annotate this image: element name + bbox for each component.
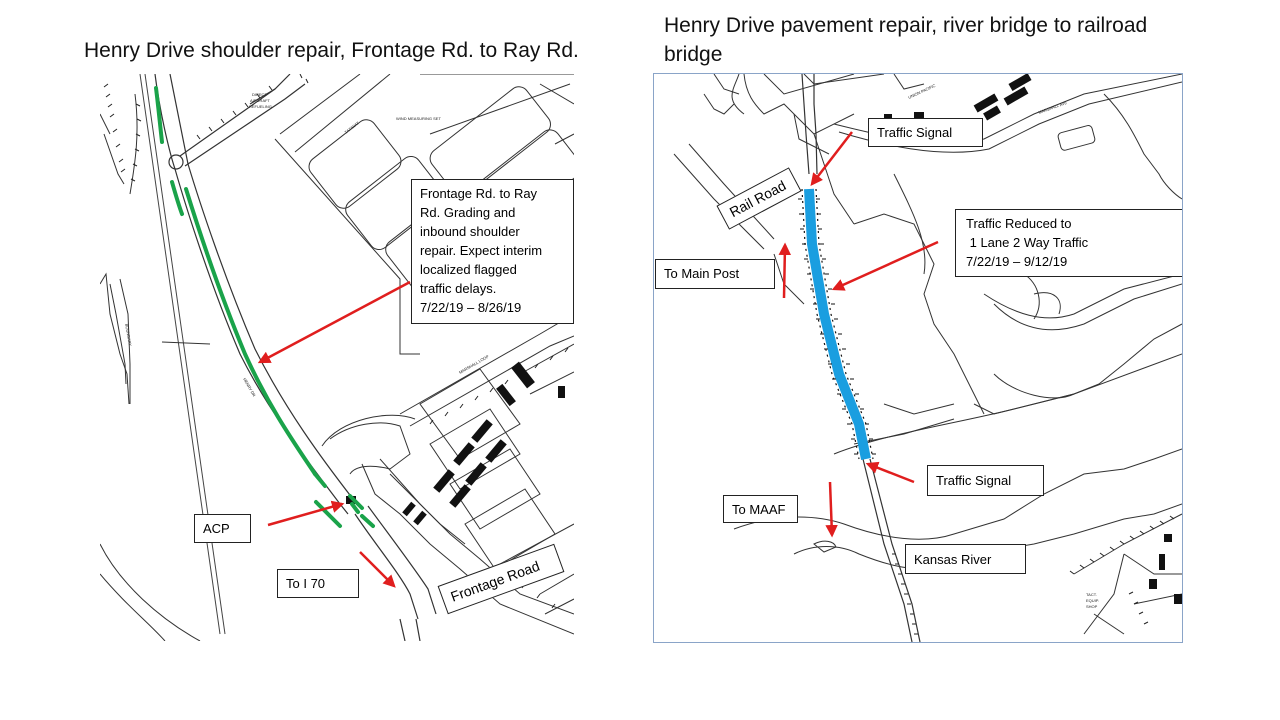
roundabout [169,74,305,169]
svg-text:AIRCRAFT: AIRCRAFT [250,98,270,103]
shoulder-repair-callout [411,179,574,324]
rail-road-label: Rail Road [716,167,801,229]
arrow-to-rail-road-signal [812,132,852,184]
buildings [884,74,1182,604]
svg-text:MARSHALL AVE: MARSHALL AVE [1037,99,1068,115]
svg-text:WIND MEASURING SET: WIND MEASURING SET [396,116,441,121]
traffic-signal-top-label: Traffic Signal [868,118,983,147]
left-map-drawing [100,74,574,641]
svg-text:DIRECT: DIRECT [252,92,267,97]
traffic-signal-bottom-label: Traffic Signal [927,465,1044,496]
red-arrows [260,282,410,586]
acp-label: ACP [194,514,251,543]
svg-text:TAXIWAY: TAXIWAY [343,120,361,135]
callout-line: Rd. Grading and [420,205,516,220]
right-map-title: Henry Drive pavement repair, river bridge to railroad bridge [664,14,1148,66]
callout-line: Frontage Rd. to Ray [420,186,538,201]
callout-line: inbound shoulder [420,224,520,239]
arrow-to-main-post [784,245,785,298]
buildings [346,362,565,526]
svg-text:EQUIP.: EQUIP. [1086,598,1100,603]
south-cantonment [1074,514,1182,634]
svg-text:TACT.: TACT. [1086,592,1097,597]
svg-text:HENRY DR: HENRY DR [242,377,257,398]
callout-line: Traffic Reduced to [966,216,1072,231]
river-boundary-lines [100,74,225,641]
arrow-to-i70 [360,552,394,586]
kansas-river-label: Kansas River [905,544,1026,574]
left-map-title: Henry Drive shoulder repair, Frontage Rd. to Ray Rd. [84,39,579,62]
callout-line: 7/22/19 – 9/12/19 [966,254,1068,269]
arrow-to-maaf [830,482,832,535]
right-map-panel [653,73,1183,643]
shoulder-repair-highlight [156,88,373,526]
to-i70-label: To I 70 [277,569,359,598]
frontage-road-label: Frontage Road [438,544,565,615]
map-small-labels [907,83,1099,609]
callout-line: 1 Lane 2 Way Traffic [966,235,1089,250]
traffic-reduced-callout [955,209,1183,277]
svg-text:UNION PACIFIC: UNION PACIFIC [907,82,937,100]
svg-text:SHOP: SHOP [1086,604,1098,609]
callout-line: repair. Expect interim [420,243,543,258]
svg-text:MARSHALL LOOP: MARSHALL LOOP [458,353,490,375]
left-map-panel [100,74,574,641]
arrow-to-shoulder [260,282,410,362]
to-maaf-label: To MAAF [723,495,798,523]
callout-line: traffic delays. [420,281,497,296]
henry-drive-road [802,74,920,642]
arrow-to-lane-reduction [834,242,938,289]
callout-line: localized flagged [420,262,517,277]
pavement-repair-highlight [798,189,876,459]
callout-line: 7/22/19 – 8/26/19 [420,300,522,315]
to-main-post-label: To Main Post [655,259,775,289]
henry-drive-road [155,74,436,641]
svg-text:BOUNDARY: BOUNDARY [124,323,133,347]
svg-text:REFUELING: REFUELING [249,104,272,109]
